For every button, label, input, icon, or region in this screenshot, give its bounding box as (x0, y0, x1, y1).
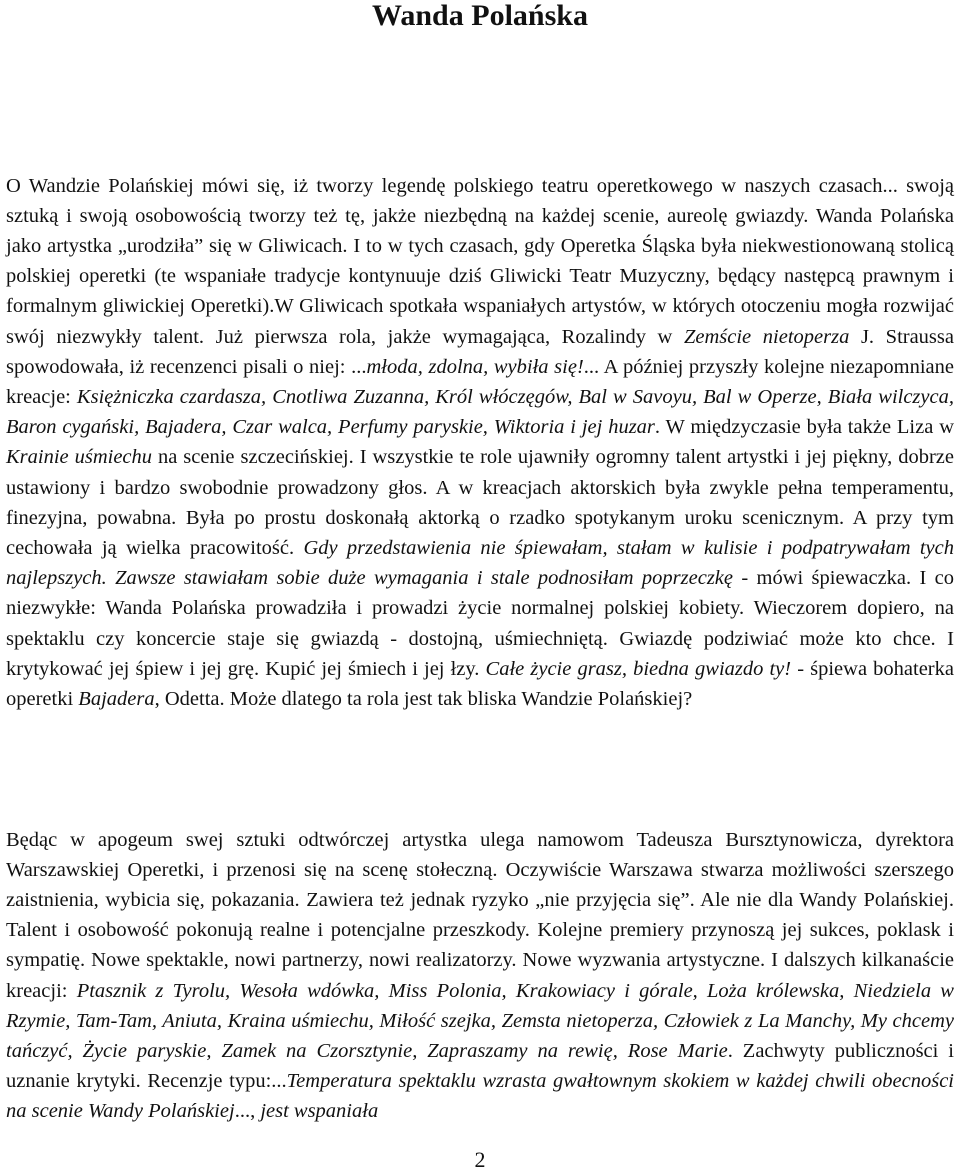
italic-quote-segment: Całe życie grasz, biedna gwiazdo ty! (485, 657, 792, 680)
italic-title-segment: Zemście nietoperza (683, 325, 850, 348)
italic-title-list-segment: Księżniczka czardasza, Cnotliwa Zuzanna, Król włóczęgów, Bal w Savoyu, Bal w Operze, Biała wilczyca, Baron cygański, Bajadera, Czar walca, Perfumy paryskie, Wiktoria i jej huzar (6, 385, 954, 439)
italic-quote-segment: młoda, zdolna, wybiła się! (366, 355, 584, 378)
body-paragraph-2 (6, 825, 954, 1127)
text-segment: . W międzyczasie była także Liza w (654, 416, 954, 439)
italic-quote-segment: Temperatura spektaklu wzrasta gwałtownym skokiem w każdej chwili obecności na scenie Wandy Polańskiej (6, 1070, 954, 1123)
page-number: 2 (474, 1147, 486, 1172)
text-segment: ... A później przyszły kolejne niezapomniane kreacje: (6, 355, 955, 408)
body-paragraph-1 (6, 171, 954, 715)
italic-quote-segment: jest wspaniała (260, 1100, 379, 1123)
page-title: Wanda Polańska (372, 0, 588, 32)
text-segment: na scenie szczecińskiej. I wszystkie te role ujawniły ogromny talent artystki i jej piękny, dobrze ustawiony i bardzo swobodnie prowadzony głos. A w kreacjach aktorskich była zwykle pełna temperamentu, finezyjna, powabna. Była po prostu doskonałą aktorką o rzadko spotykanym uroku scenicznym. A przy tym cechowała ją wielka pracowitość. (6, 446, 954, 559)
text-segment: - mówi śpiewaczka. I co niezwykłe: Wanda Polańska prowadziła i prowadzi życie normalnej polskiej kobiety. Wieczorem dopiero, na spektaklu czy koncercie staje się gwiazdą - dostojną, uśmiechniętą. Gwiazdę podziwiać może kto chce. I krytykować jej śpiew i jej grę. Kupić jej śmiech i jej łzy. (6, 567, 954, 680)
italic-title-segment: Bajadera (78, 687, 155, 710)
text-segment: ..., (234, 1100, 261, 1123)
text-segment: . Zachwyty publiczności i uznanie krytyki. Recenzje typu:... (6, 1039, 955, 1093)
text-segment: , Odetta. Może dlatego ta rola jest tak bliska Wandzie Polańskiej? (154, 687, 693, 710)
text-segment: - śpiewa bohaterka operetki (6, 657, 954, 710)
text-segment: J. Straussa spowodowała, iż recenzenci pisali o niej: ... (6, 325, 954, 378)
text-segment: O Wandzie Polańskiej mówi się, iż tworzy legendę polskiego teatru operetkowego w naszych czasach... swoją sztuką i swoją osobowością tworzy też tę, jakże niezbędną na każdej scenie, aureolę gwiazdy. Wanda Polańska jako artystka „urodziła” się w Gliwicach. I to w tych czasach, gdy Operetka Śląska była niekwestionowaną stolicą polskiej operetki (te wspaniałe tradycje kontynuuje dziś Gliwicki Teatr Muzyczny, będący następcą prawnym i formalnym gliwickiej Operetki).W Gliwicach spotkała wspaniałych artystów, w których otoczeniu mogła rozwijać swój niezwykły talent. Już pierwsza rola, jakże wymagająca, Rozalindy w (6, 174, 954, 348)
italic-title-segment: Krainie uśmiechu (6, 446, 153, 469)
text-segment: Będąc w apogeum swej sztuki odtwórczej artystka ulega namowom Tadeusza Bursztynowicza, dyrektora Warszawskiej Operetki, i przenosi się na scenę stołeczną. Oczywiście Warszawa stwarza możliwości szerszego zaistnienia, wybicia się, pokazania. Zawiera też jednak ryzyko „nie przyjęcia się”. Ale nie dla Wandy Polańskiej. Talent i osobowość pokonują realne i potencjalne przeszkody. Kolejne premiery przynoszą jej sukces, poklask i sympatię. Nowe spektakle, nowi partnerzy, nowi realizatorzy. Nowe wyzwania artystyczne. I dalszych kilkanaście kreacji: (6, 828, 954, 1002)
italic-title-list-segment: Ptasznik z Tyrolu, Wesoła wdówka, Miss Polonia, Krakowiacy i górale, Loża królewska, Niedziela w Rzymie, Tam-Tam, Aniuta, Kraina uśmiechu, Miłość szejka, Zemsta nietoperza, Człowiek z La Manchy, My chcemy tańczyć, Życie paryskie, Zamek na Czorsztynie, Zapraszamy na rewię, Rose Marie (6, 979, 954, 1062)
italic-quote-segment: Gdy przedstawienia nie śpiewałam, stałam w kulisie i podpatrywałam tych najlepszych. Zawsze stawiałam sobie duże wymagania i stale podnosiłam poprzeczkę (6, 536, 954, 590)
